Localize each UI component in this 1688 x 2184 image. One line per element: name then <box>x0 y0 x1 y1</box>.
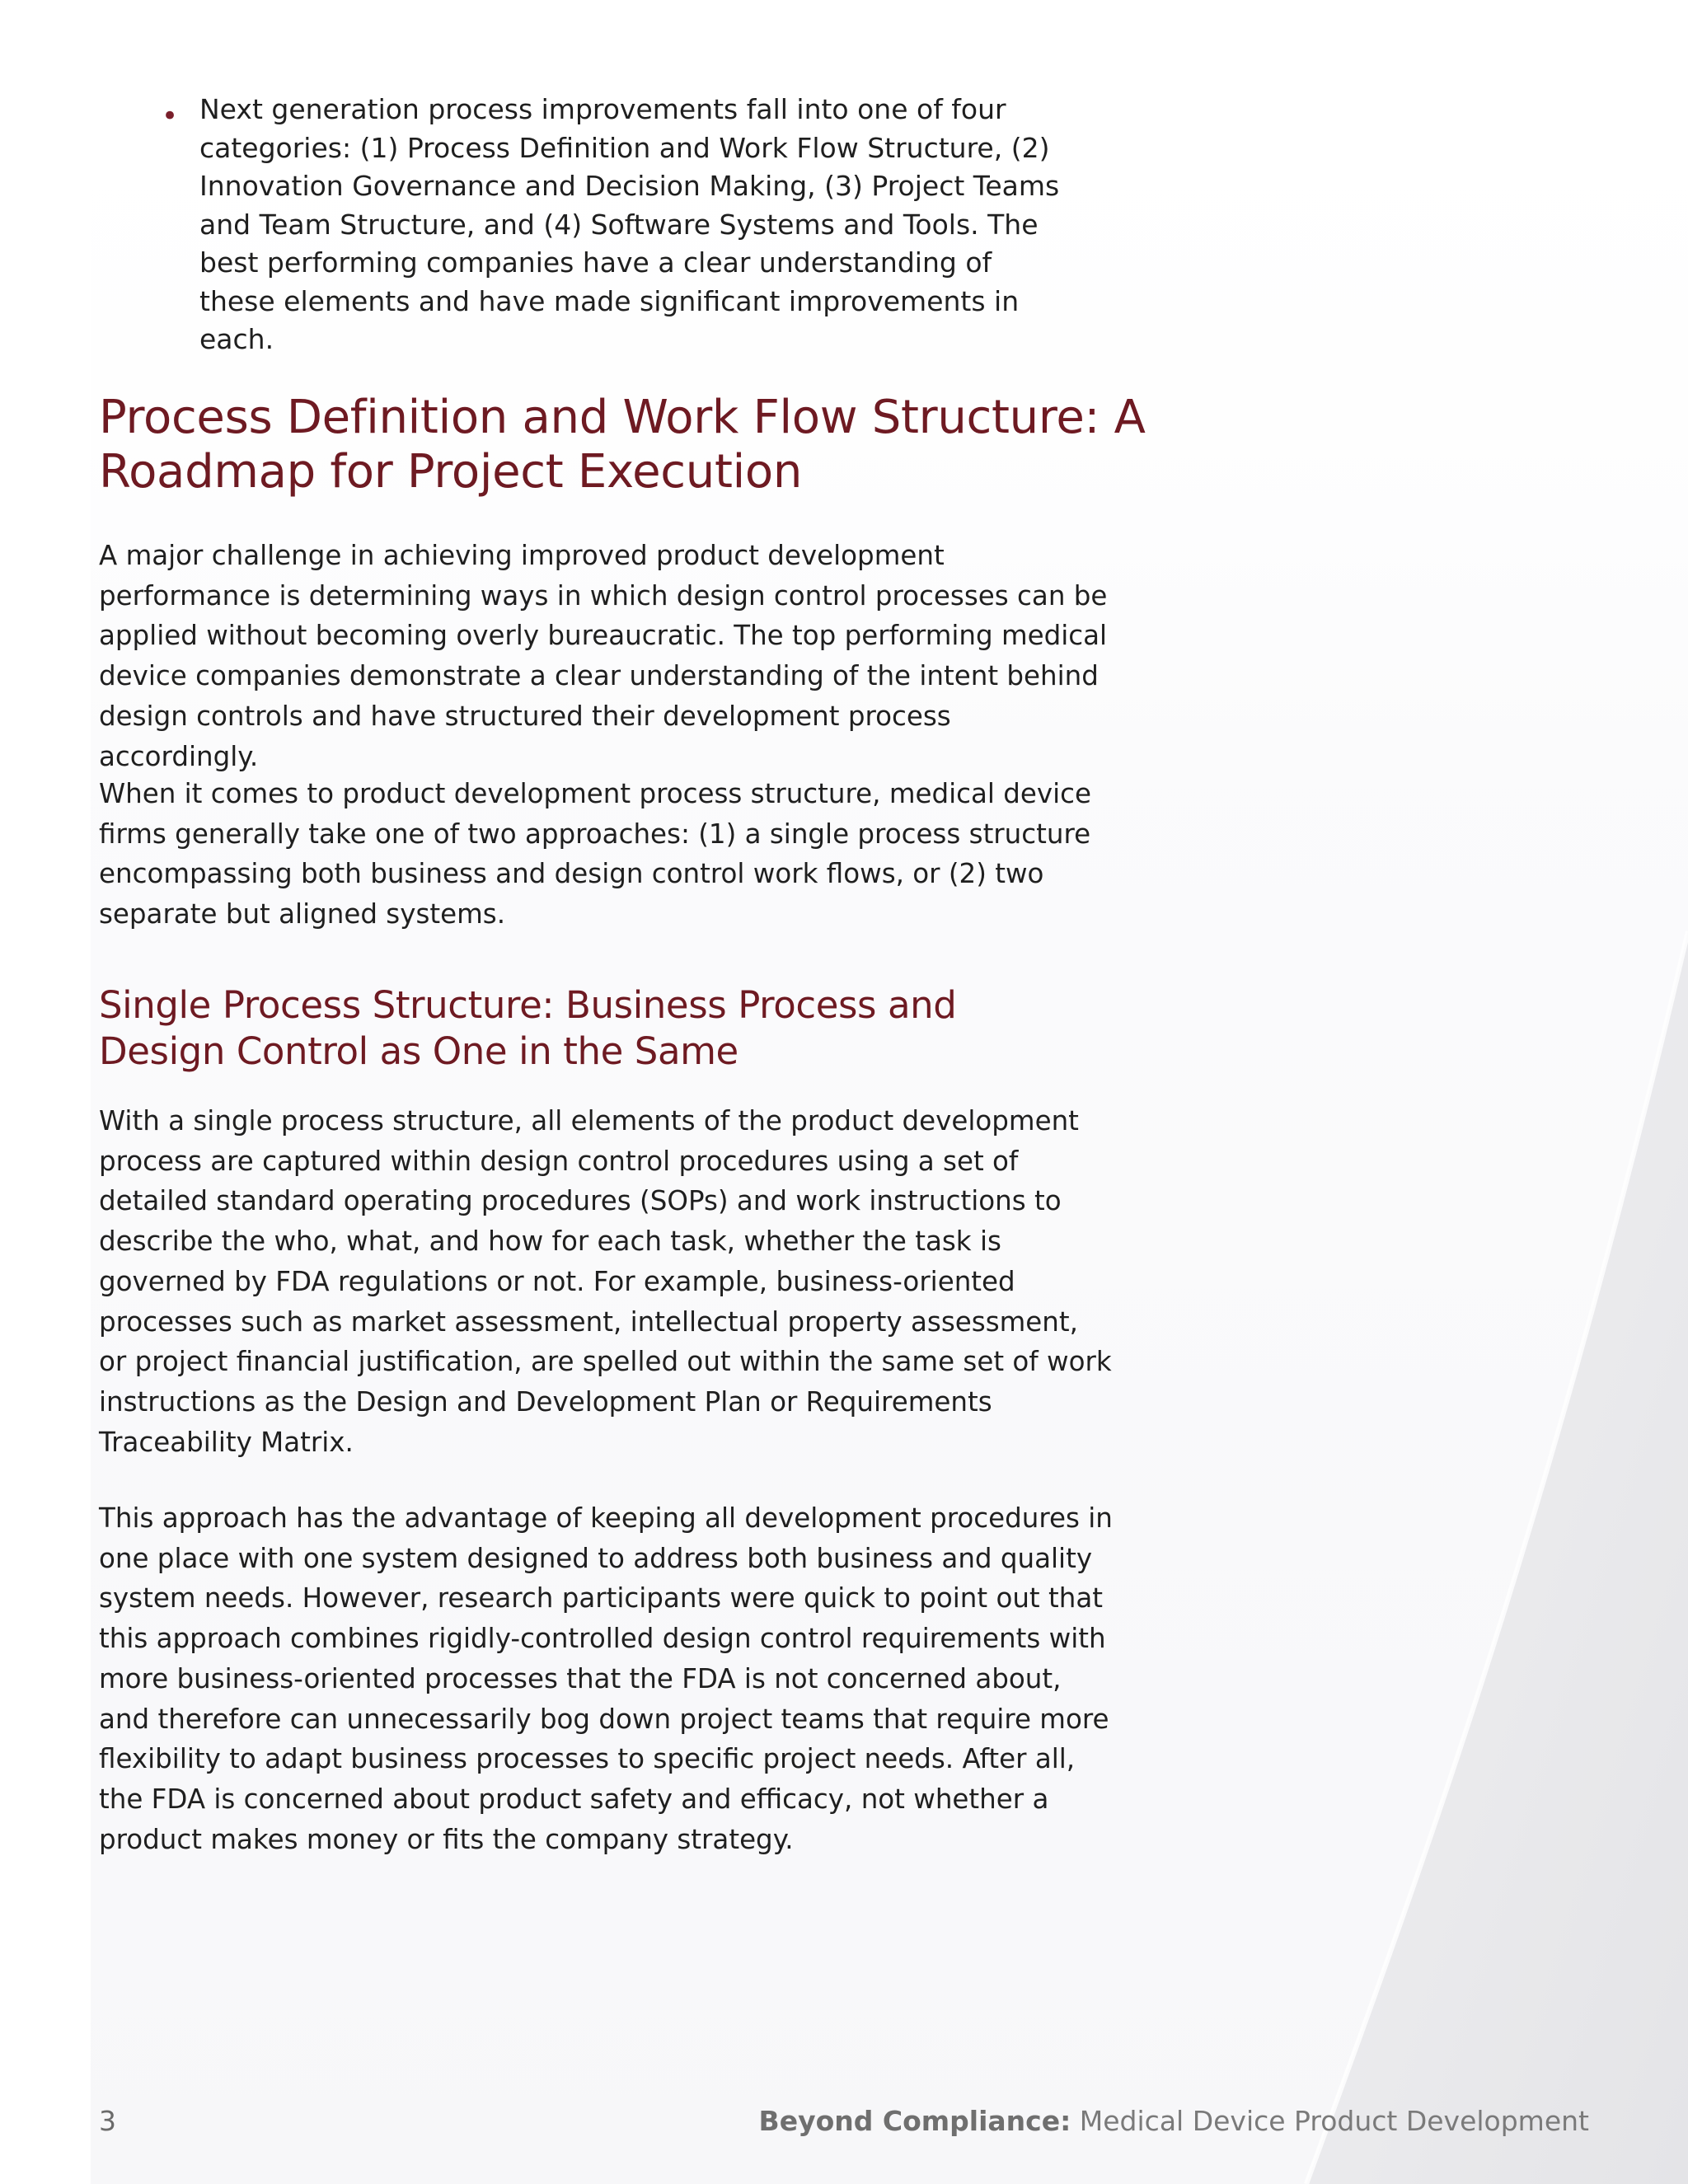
footer-title-rest: Medical Device Product Development <box>1071 2105 1589 2137</box>
subsection-paragraph: With a single process structure, all elements of the product development process are captured within design control procedures using a set of detailed standard operating procedures (SOPs) and work instructions to describe the who, what, and how for each task, whether the task is governed by FDA regulations or not. For example, business-oriented processes such as market assessment, intellectual property assessment, or project financial justification, are spelled out within the same set of work instructions as the Design and Development Plan or Requirements Traceability Matrix. <box>99 1105 1112 1458</box>
bullet-list <box>162 91 1068 359</box>
bullet-item: Next generation process improvements fall into one of four categories: (1) Process Definition and Work Flow Structure, (2) Innovation Governance and Decision Making, (3) Project Teams and Team Structure, and (4) Software Systems and Tools. The best performing companies have a clear understanding of these elements and have made significant improvements in each. <box>199 93 1060 355</box>
section-paragraph: A major challenge in achieving improved product development performance is determining ways in which design control processes can be applied without becoming overly bureaucratic. The top performing medical device companies demonstrate a clear understanding of the intent behind design controls and have structured their development process accordingly. <box>99 540 1108 772</box>
bullet-marker: • <box>162 100 179 133</box>
page-number: 3 <box>99 2105 116 2137</box>
section-heading: Process Definition and Work Flow Structure: A Roadmap for Project Execution <box>99 391 1146 499</box>
subsection-paragraph: This approach has the advantage of keeping all development procedures in one place with one system designed to address both business and quality system needs. However, research participants were quick to point out that this approach combines rigidly-controlled design control requirements with more business-oriented processes that the FDA is not concerned about, and therefore can unnecessarily bog down project teams that require more flexibility to adapt business processes to specific project needs. After all, the FDA is concerned about product safety and efficacy, not whether a product makes money or fits the company strategy. <box>99 1502 1113 1855</box>
footer-title-strong: Beyond Compliance: <box>758 2105 1071 2137</box>
subsection-heading: Single Process Structure: Business Process and Design Control as One in the Same <box>99 983 957 1073</box>
footer-title <box>759 2103 1589 2139</box>
section-paragraph: When it comes to product development process structure, medical device firms generally take one of two approaches: (1) a single process structure encompassing both business and design control work flows, or (2) two separate but aligned systems. <box>99 778 1092 930</box>
